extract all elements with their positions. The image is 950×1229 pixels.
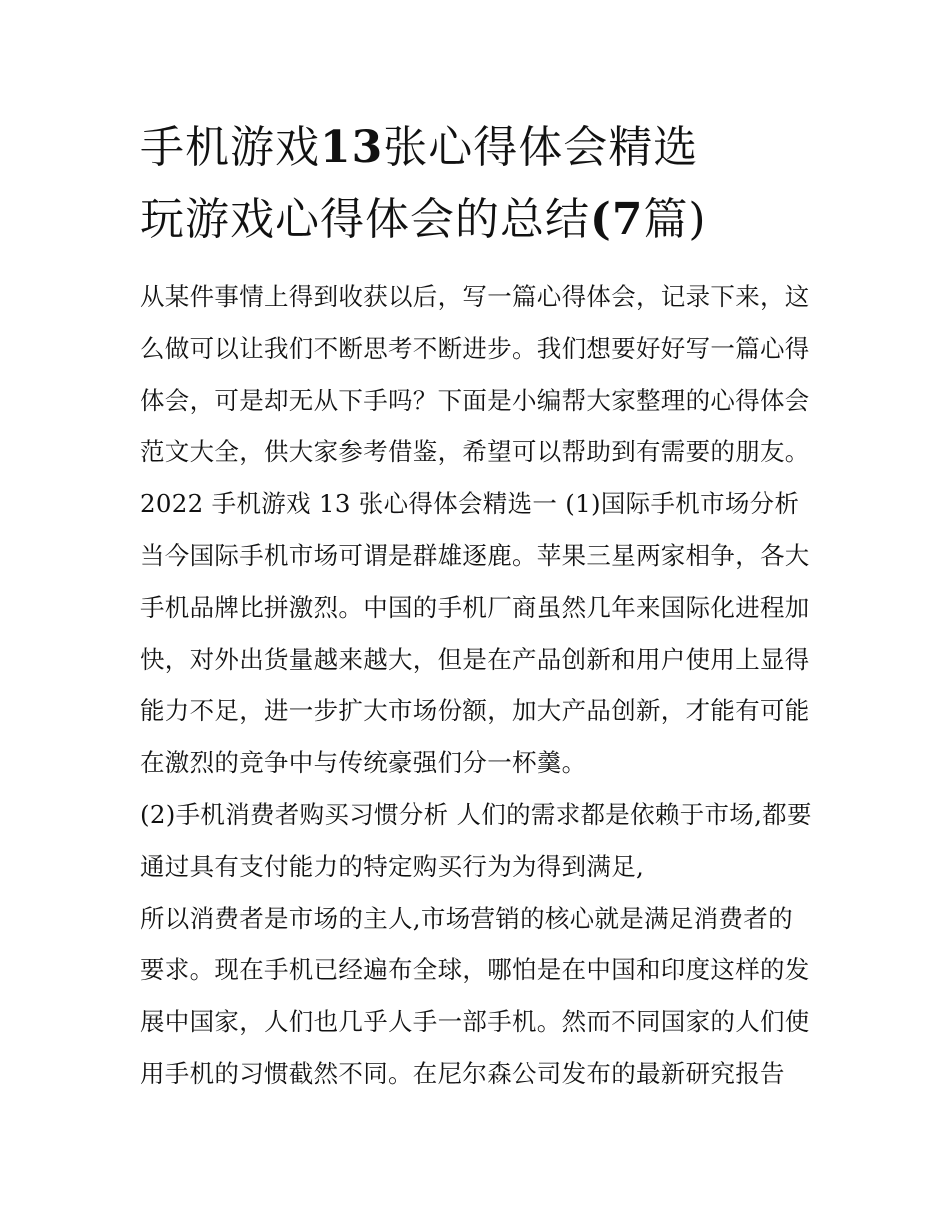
text-line: 么做可以让我们不断思考不断进步。我们想要好好写一篇心得 (140, 333, 810, 363)
page-title (140, 112, 840, 256)
text-line: 从某件事情上得到收获以后，写一篇心得体会，记录下来，这 (140, 282, 810, 311)
title-text: 张心得体会精选 (383, 122, 699, 173)
title-text: 手机游戏 (140, 122, 320, 173)
text-line: 当今国际手机市场可谓是群雄逐鹿。苹果三星两家相争，各大 (140, 540, 810, 570)
text-line: 通过具有支付能力的特定购买行为为得到满足, (140, 851, 645, 881)
text-line: 在激烈的竞争中与传统豪强们分一杯羹。 (140, 748, 587, 778)
text-line: 体会，可是却无从下手吗？下面是小编帮大家整理的心得体会 (140, 385, 810, 415)
document-body (140, 271, 820, 1100)
text-line: 手机品牌比拼激烈。中国的手机厂商虽然几年来国际化进程加 (140, 592, 810, 622)
text-line: 要求。现在手机已经遍布全球，哪怕是在中国和印度这样的发 (140, 955, 810, 985)
title-text: 玩游戏心得体会的总结 (140, 194, 590, 245)
text-line: 展中国家，人们也几乎人手一部手机。然而不同国家的人们使 (140, 1007, 810, 1037)
section-heading-line: 2022 手机游戏 13 张心得体会精选一 (1)国际手机市场分析 (140, 489, 800, 519)
text-line: 用手机的习惯截然不同。在尼尔森公司发布的最新研究报告 (140, 1058, 785, 1088)
text-line: 范文大全，供大家参考借鉴，希望可以帮助到有需要的朋友。 (140, 437, 810, 467)
text-line: 快，对外出货量越来越大，但是在产品创新和用户使用上显得 (140, 644, 810, 674)
title-number: 13 (320, 122, 384, 173)
title-line-1 (140, 112, 840, 184)
title-number: (7 (590, 194, 644, 245)
title-line-2 (140, 184, 840, 256)
text-line: 所以消费者是市场的主人,市场营销的核心就是满足消费者的 (140, 903, 793, 933)
text-line: 能力不足，进一步扩大市场份额，加大产品创新，才能有可能 (140, 696, 810, 726)
title-text: 篇) (643, 194, 707, 245)
section-heading-line: (2)手机消费者购买习惯分析 人们的需求都是依赖于市场,都要 (140, 799, 812, 829)
